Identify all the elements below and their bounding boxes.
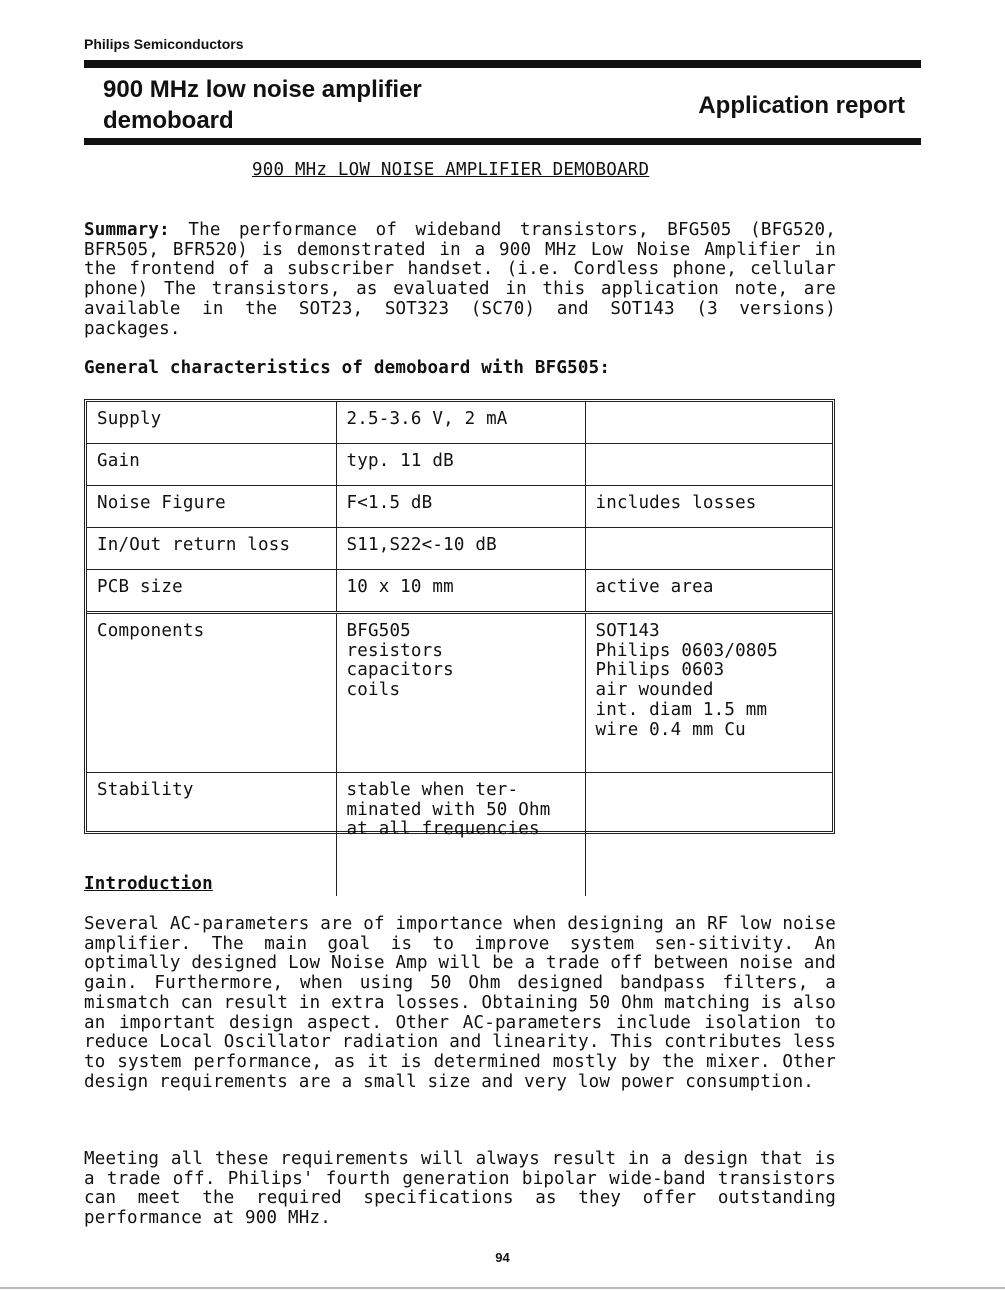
spec-cell-value: stable when ter- minated with 50 Ohm at all frequencies <box>336 773 585 897</box>
spec-row <box>87 570 832 613</box>
spec-cell-param: Components <box>87 613 336 773</box>
summary-text: The performance of wideband transistors, BFG505 (BFG520, BFR505, BFR520) is demonstrated in a 900 MHz Low Noise Amplifier in the frontend of a subscriber handset. (i.e. Cordless phone, cellular phone) The transistors, as evaluated in this application note, are available in the SOT23, SOT323 (SC70) and SOT143 (3 versions) packages. <box>84 220 836 339</box>
header-rule-bottom <box>84 138 921 145</box>
spec-table <box>84 399 835 840</box>
page-number: 94 <box>495 1250 510 1265</box>
spec-cell-value: 10 x 10 mm <box>336 570 585 613</box>
title-line-1: 900 MHz low noise amplifier <box>103 76 422 103</box>
spec-cell-note <box>585 402 832 444</box>
spec-cell-param: Stability <box>87 773 336 897</box>
brand-name: Philips Semiconductors <box>84 36 244 52</box>
spec-cell-param: Supply <box>87 402 336 444</box>
spec-cell-note: includes losses <box>585 486 832 528</box>
spec-cell-value: BFG505 resistors capacitors coils <box>336 613 585 773</box>
spec-cell-note: SOT143 Philips 0603/0805 Philips 0603 air wounded int. diam 1.5 mm wire 0.4 mm Cu <box>585 613 832 773</box>
spec-cell-value: typ. 11 dB <box>336 444 585 486</box>
spec-cell-note: active area <box>585 570 832 613</box>
main-heading: 900 MHz LOW NOISE AMPLIFIER DEMOBOARD <box>252 160 650 180</box>
spec-cell-param: In/Out return loss <box>87 528 336 570</box>
spec-cell-value: F<1.5 dB <box>336 486 585 528</box>
page-bottom-edge <box>0 1287 1005 1289</box>
characteristics-heading: General characteristics of demoboard with BFG505: <box>84 358 611 378</box>
spec-cell-param: Noise Figure <box>87 486 336 528</box>
spec-cell-value: 2.5-3.6 V, 2 mA <box>336 402 585 444</box>
spec-row <box>87 444 832 486</box>
introduction-heading: Introduction <box>84 874 213 894</box>
spec-row <box>87 402 832 444</box>
spec-cell-value: S11,S22<-10 dB <box>336 528 585 570</box>
intro-paragraph-2: Meeting all these requirements will always result in a design that is a trade off. Philips' fourth generation bipolar wide-band transistors can meet the required specifications as they offer outstanding performance at 900 MHz. <box>84 1149 836 1229</box>
spec-cell-note <box>585 773 832 897</box>
summary-label: Summary: <box>84 220 170 240</box>
spec-row <box>87 528 832 570</box>
summary-paragraph <box>84 221 836 339</box>
spec-cell-note <box>585 528 832 570</box>
intro-paragraph-1: Several AC-parameters are of importance when designing an RF low noise amplifier. The main goal is to improve system sen-sitivity. An optimally designed Low Noise Amp will be a trade off between noise and gain. Furthermore, when using 50 Ohm designed bandpass filters, a mismatch can result in extra losses. Obtaining 50 Ohm matching is also an important design aspect. Other AC-parameters include isolation to reduce Local Oscillator radiation and linearity. This contributes less to system performance, as it is determined mostly by the mixer. Other design requirements are a small size and very low power consumption. <box>84 914 836 1092</box>
title-line-2: demoboard <box>103 107 234 134</box>
spec-cell-note <box>585 444 832 486</box>
spec-cell-param: PCB size <box>87 570 336 613</box>
spec-row <box>87 486 832 528</box>
document-type: Application report <box>698 92 905 119</box>
header-rule-top <box>84 60 921 68</box>
spec-row <box>87 613 832 773</box>
spec-cell-param: Gain <box>87 444 336 486</box>
document-title <box>103 74 422 136</box>
